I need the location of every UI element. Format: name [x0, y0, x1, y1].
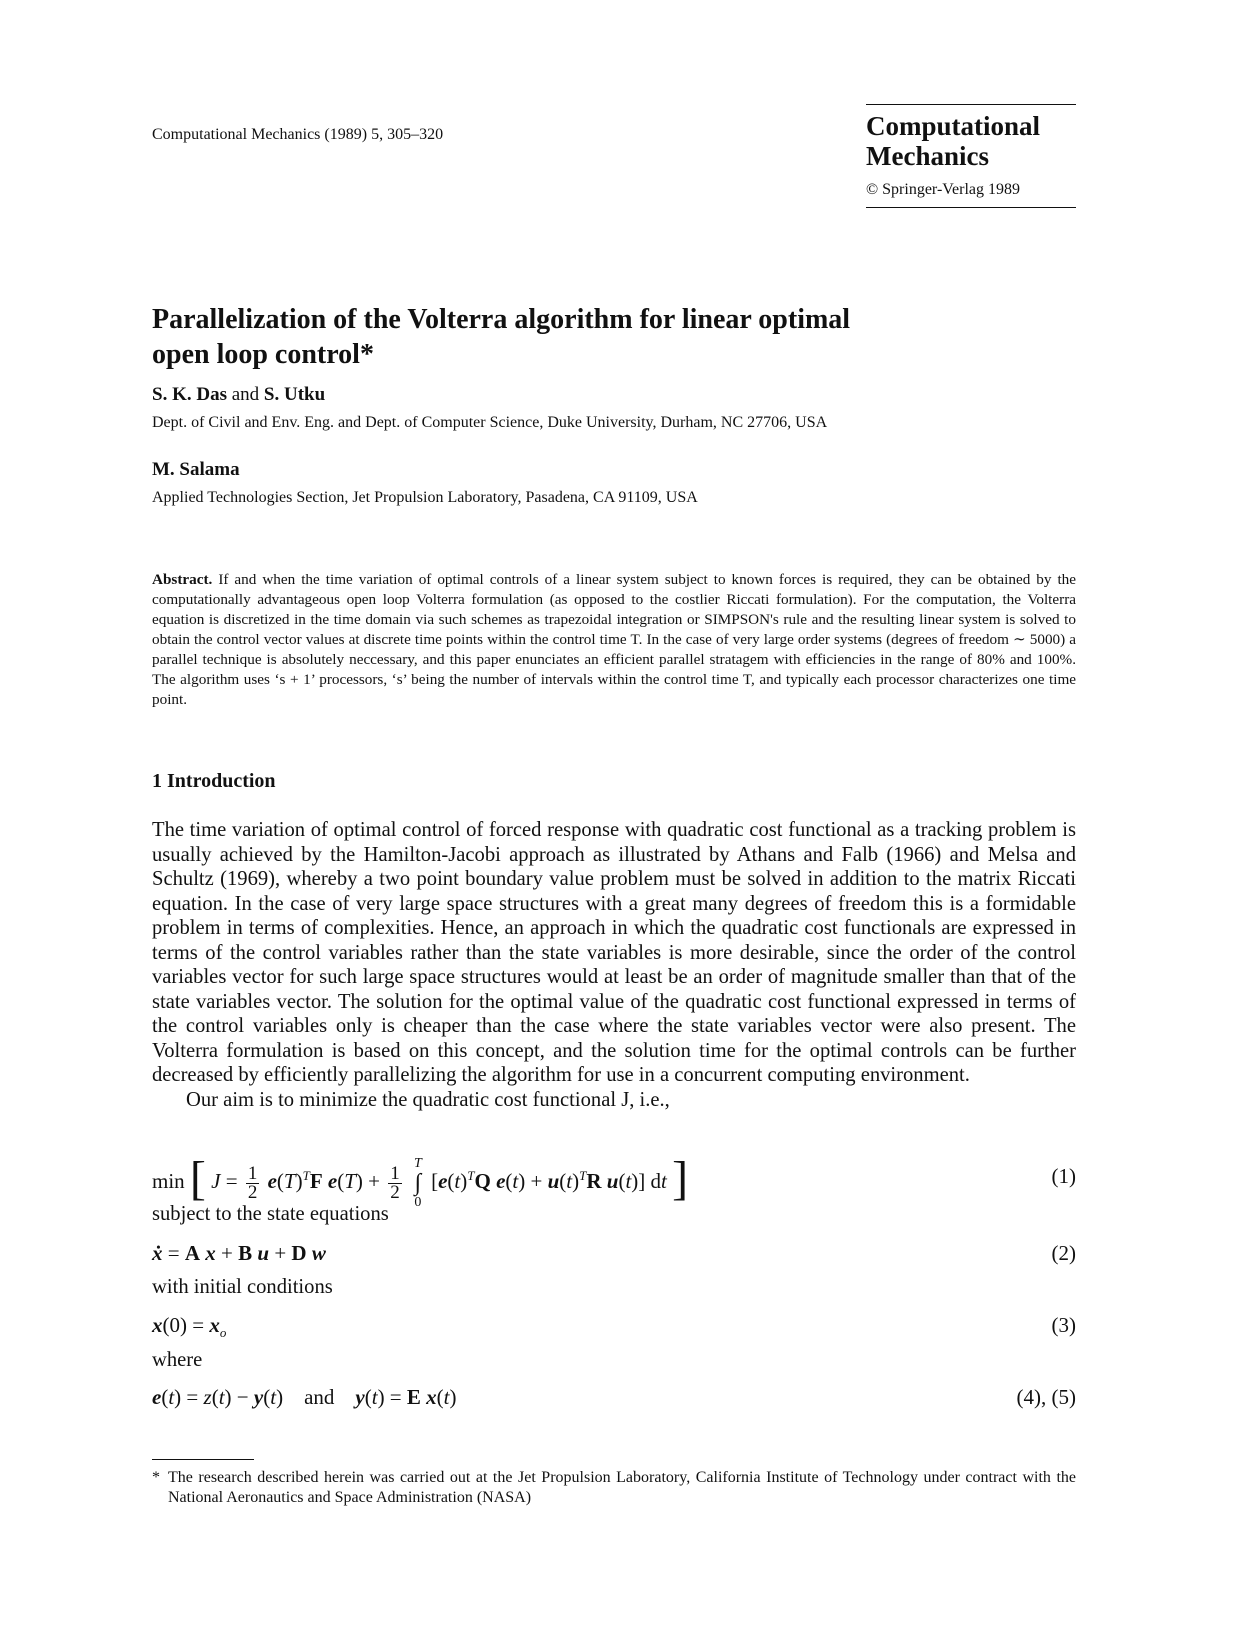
journal-top-rule — [866, 104, 1076, 105]
author-name-utku: S. Utku — [263, 384, 326, 405]
equation-3: $x(0) = x_o$ (3) — [152, 1313, 1076, 1341]
equation-1-number: (1) — [1051, 1164, 1076, 1188]
footnote-mark: * — [152, 1469, 160, 1486]
equation-2-number: (2) — [1051, 1241, 1076, 1265]
journal-logo-block — [866, 104, 1076, 208]
author-and: and — [231, 384, 260, 405]
equation-2: ẋ = A x + B u + D w (2) — [152, 1241, 1076, 1265]
equation-3-number: (3) — [1051, 1313, 1076, 1337]
journal-citation: Computational Mechanics (1989) 5, 305–320 — [152, 126, 444, 143]
abstract-text: If and when the time variation of optimal controls of a linear system subject to known forces is required, they can be obtained by the computationally advantageous open loop Volterra formulation (as opposed to the costlier Riccati formulation). For the computation, the Volterra equation is discretized in the time domain via such schemes as trapezoidal integration or SIMPSON's rule and the resulting linear system is solved to obtain the control vector values at discrete time points within the control time T. In the case of very large order systems (degrees of freedom ∼ 5000) a parallel technique is absolutely neccessary, and this paper enunciates an efficient parallel stratagem with efficiencies in the range of 80% and 100%. The algorithm uses ‘s + 1’ processors, ‘s’ being the number of intervals within the control time T, and typically each processor characterizes one time point. — [152, 571, 1077, 708]
intro-paragraph-1: The time variation of optimal control of forced response with quadratic cost functional as a tracking problem is usually achieved by the Hamilton-Jacobi approach as illustrated by Athans and Falb (1966) and Melsa and Schultz (1969), whereby a two point boundary value problem must be solved in addition to the matrix Riccati equation. In the case of very large space structures with a great many degrees of freedom this is a formidable problem in terms of complexities. Hence, an approach in which the quadratic cost functionals are expressed in terms of the control variables rather than the state variables is more desirable, since the order of the control variables vector for such large space structures would at least be an order of magnitude smaller than that of the state variables vector. The solution for the optimal value of the quadratic cost functional expressed in terms of the control variables only is cheaper than the case where the state variables vector were also present. The Volterra formulation is based on this concept, and the solution time for the optimal controls can be further decreased by efficiently parallelizing the algorithm for use in a concurrent computing environment. — [152, 819, 1076, 1086]
author-name-salama: M. Salama — [152, 459, 240, 480]
journal-name — [866, 111, 1076, 171]
footnote-text: The research described herein was carried out at the Jet Propulsion Laboratory, California Institute of Technology under contract with the National Aeronautics and Space Administration (NASA) — [168, 1469, 1076, 1506]
intro-paragraph-2: Our aim is to minimize the quadratic cost functional J, i.e., — [186, 1088, 670, 1111]
journal-bottom-rule — [866, 207, 1076, 208]
affiliation-jpl: Applied Technologies Section, Jet Propulsion Laboratory, Pasadena, CA 91109, USA — [152, 489, 698, 506]
journal-name-line2: Mechanics — [866, 141, 989, 171]
text-subject-to: subject to the state equations — [152, 1203, 389, 1225]
text-initial-conditions: with initial conditions — [152, 1276, 333, 1298]
title-line2: open loop control* — [152, 339, 374, 370]
journal-name-line1: Computational — [866, 111, 1041, 141]
equation-4-5: e(t) = z(t) − y(t) and y(t) = E x(t) (4), (5) — [152, 1385, 1076, 1409]
footnote — [152, 1468, 1076, 1508]
footnote-rule — [152, 1459, 254, 1460]
abstract — [152, 570, 1076, 710]
affiliation-duke: Dept. of Civil and Env. Eng. and Dept. of Computer Science, Duke University, Durham, NC 27706, USA — [152, 414, 828, 431]
equation-1: min [ J = $\frac{1}{2}$ $e(T)^TF$ e(T) + $\frac{1}{2}$ T ∫ 0 [$e(t)^TQ$ $e(t) + u(t)^TR$ u(t)] dt ] (1) — [152, 1148, 1076, 1204]
abstract-label: Abstract. — [152, 571, 213, 588]
title-line1: Parallelization of the Volterra algorithm for linear optimal — [152, 304, 851, 335]
paper-title — [152, 302, 1052, 372]
equation-4-5-number: (4), (5) — [1016, 1385, 1076, 1409]
copyright: © Springer-Verlag 1989 — [866, 181, 1021, 198]
equation-and: and — [304, 1385, 335, 1409]
text-where: where — [152, 1349, 203, 1371]
author-name-das: S. K. Das — [152, 384, 227, 405]
section-heading-introduction: 1 Introduction — [152, 770, 276, 792]
author-line-1 — [152, 384, 325, 406]
introduction-body — [152, 818, 1076, 1112]
